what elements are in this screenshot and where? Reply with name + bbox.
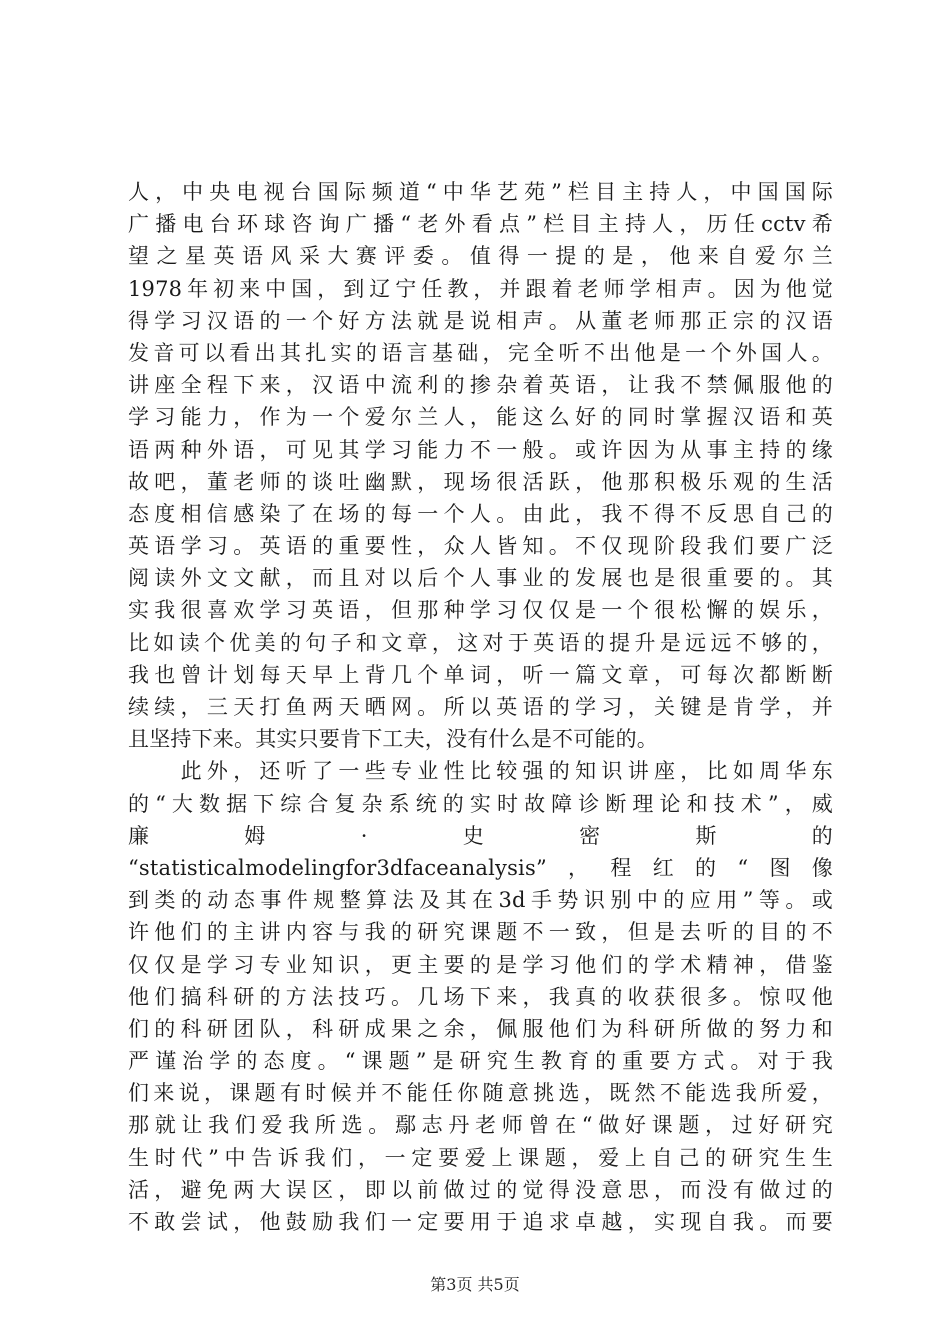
text-line: 语两种外语，可见其学习能力不一般。或许因为从事主持的缘 bbox=[128, 437, 833, 462]
text-line: 望之星英语风采大赛评委。值得一提的是，他来自爱尔兰 bbox=[128, 244, 833, 269]
text-line: 们来说，课题有时候并不能任你随意挑选，既然不能选我所爱， bbox=[128, 1081, 833, 1106]
text-line: 且坚持下来。其实只要肯下工夫，没有什么是不可能的。 bbox=[128, 727, 658, 752]
text-line: 严谨治学的态度。“课题”是研究生教育的重要方式。对于我 bbox=[128, 1049, 833, 1074]
text-line: 故吧，董老师的谈吐幽默，现场很活跃，他那积极乐观的生活 bbox=[128, 469, 833, 494]
text-line: 他们搞科研的方法技巧。几场下来，我真的收获很多。惊叹他 bbox=[128, 984, 833, 1009]
text-line: 态度相信感染了在场的每一个人。由此，我不得不反思自己的 bbox=[128, 501, 833, 526]
text-line: 阅读外文文献，而且对以后个人事业的发展也是很重要的。其 bbox=[128, 566, 833, 591]
text-line: 不敢尝试，他鼓励我们一定要用于追求卓越，实现自我。而要 bbox=[128, 1210, 833, 1234]
body-text bbox=[128, 176, 833, 1238]
text-line: 此外，还听了一些专业性比较强的知识讲座，比如周华东 bbox=[128, 759, 833, 784]
text-line: 广播电台环球咨询广播“老外看点”栏目主持人，历任cctv希 bbox=[128, 212, 833, 237]
text-line: 那就让我们爱我所选。鄢志丹老师曾在“做好课题，过好研究 bbox=[128, 1113, 833, 1138]
text-line: 的“大数据下综合复杂系统的实时故障诊断理论和技术”，威 bbox=[128, 791, 833, 816]
text-line: 我也曾计划每天早上背几个单词，听一篇文章，可每次都断断 bbox=[128, 662, 833, 687]
text-line: 讲座全程下来，汉语中流利的掺杂着英语，让我不禁佩服他的 bbox=[128, 373, 833, 398]
text-line: 续续，三天打鱼两天晒网。所以英语的学习，关键是肯学，并 bbox=[128, 695, 833, 719]
text-line: 得学习汉语的一个好方法就是说相声。从董老师那正宗的汉语 bbox=[128, 308, 833, 333]
text-line: 仅仅是学习专业知识，更主要的是学习他们的学术精神，借鉴 bbox=[128, 952, 833, 977]
text-line: 们的科研团队，科研成果之余，佩服他们为科研所做的努力和 bbox=[128, 1016, 833, 1041]
text-line: 实我很喜欢学习英语，但那种学习仅仅是一个很松懈的娱乐， bbox=[128, 598, 833, 623]
text-line: 生时代”中告诉我们，一定要爱上课题，爱上自己的研究生生 bbox=[128, 1145, 833, 1170]
text-line: 许他们的主讲内容与我的研究课题不一致，但是去听的目的不 bbox=[128, 920, 833, 945]
text-line: “statisticalmodelingfor3dfaceanalysis”，程红的“图像 bbox=[128, 855, 833, 880]
text-line: 发音可以看出其扎实的语言基础，完全听不出他是一个外国人。 bbox=[128, 340, 833, 365]
text-line: 比如读个优美的句子和文章，这对于英语的提升是远远不够的， bbox=[128, 630, 833, 655]
text-line: 学习能力，作为一个爱尔兰人，能这么好的同时掌握汉语和英 bbox=[128, 405, 833, 430]
text-line: 人，中央电视台国际频道“中华艺苑”栏目主持人，中国国际 bbox=[128, 180, 833, 204]
page-number-footer: 第3页 共5页 bbox=[430, 1275, 520, 1294]
text-line: 廉 姆 · 史 密 斯 的 bbox=[128, 823, 833, 848]
text-line: 1978年初来中国，到辽宁任教，并跟着老师学相声。因为他觉 bbox=[128, 276, 833, 301]
text-line: 到类的动态事件规整算法及其在3d手势识别中的应用”等。或 bbox=[128, 888, 833, 913]
text-line: 英语学习。英语的重要性，众人皆知。不仅现阶段我们要广泛 bbox=[128, 534, 833, 559]
text-line: 活，避免两大误区，即以前做过的觉得没意思，而没有做过的 bbox=[128, 1177, 833, 1202]
